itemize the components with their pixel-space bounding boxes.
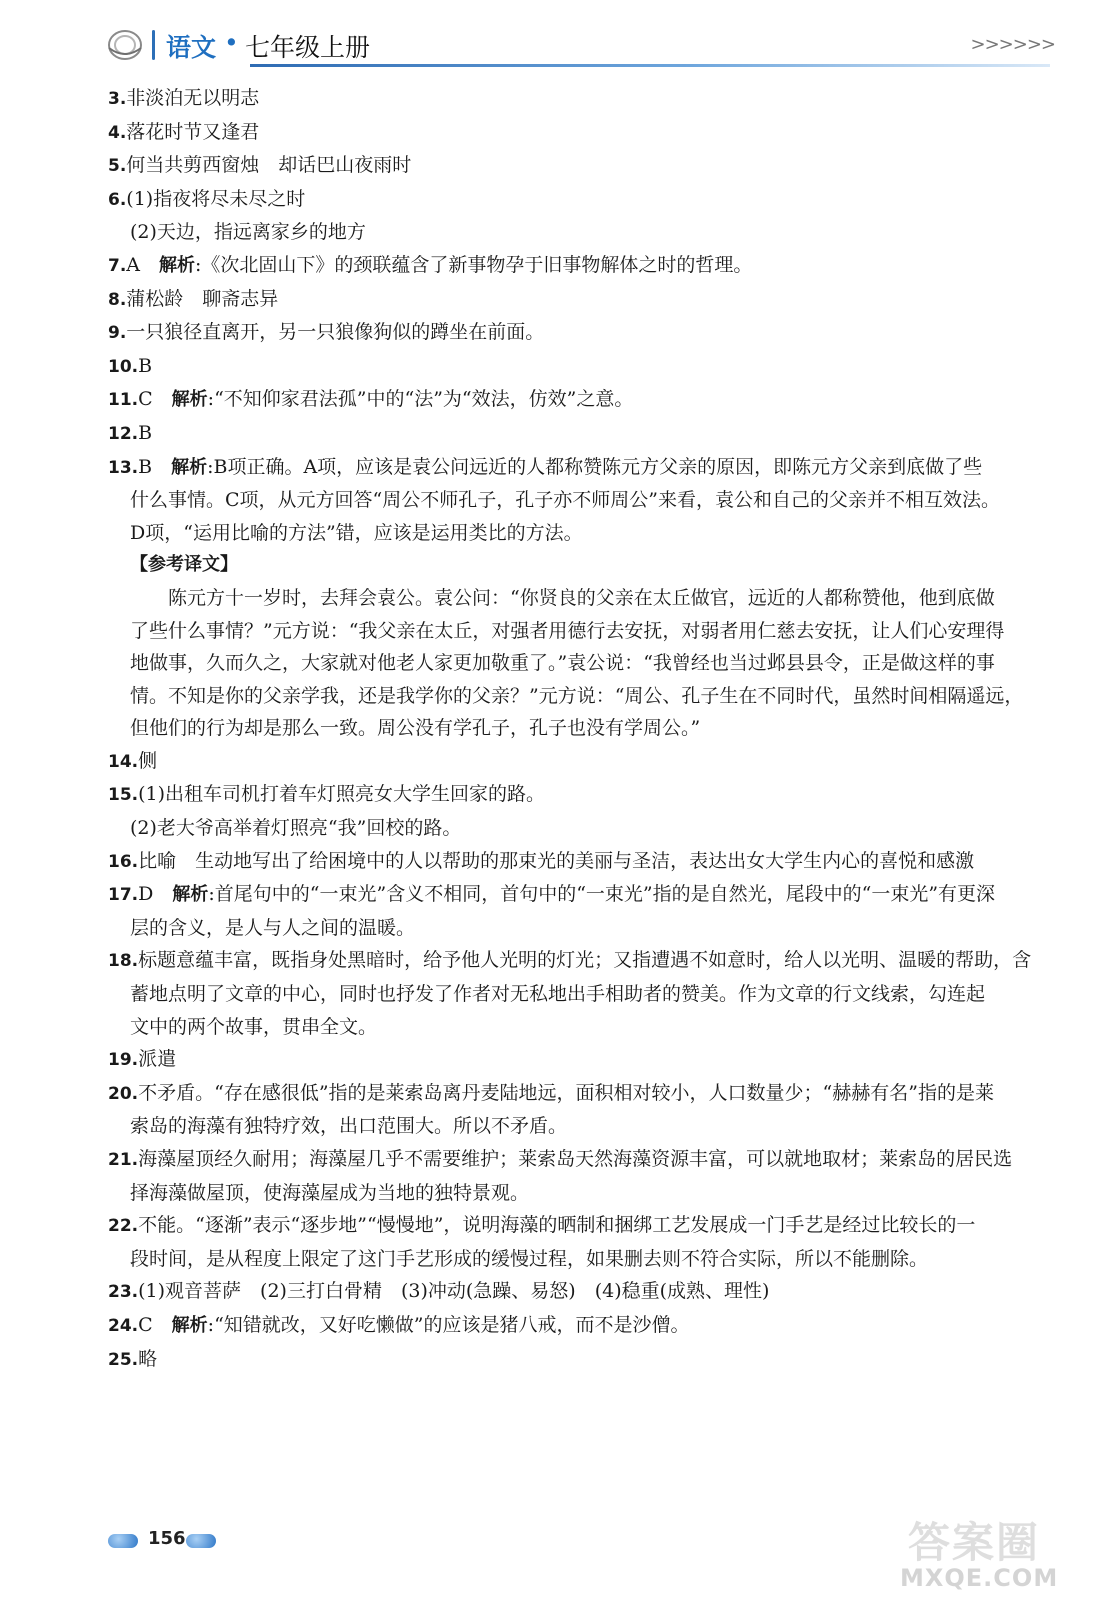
answer-text: 何当共剪西窗烛 却话巴山夜雨时	[126, 154, 412, 177]
page-header	[100, 20, 1075, 70]
answer-text: 非淡泊无以明志	[126, 87, 260, 109]
continuation-text: 什么事情。C项，从元方回答“周公不师孔子，孔子亦不师周公”来看，袁公和自己的父亲并不相互效法。	[130, 489, 1000, 512]
analysis-label: 解析	[171, 389, 208, 411]
answer-text: 落花时节又逢君	[126, 120, 260, 143]
answer-text: A	[126, 253, 160, 276]
continuation-text: 择海藻做屋顶，使海藻屋成为当地的独特景观。	[130, 1181, 530, 1204]
answer-text: B	[138, 455, 172, 478]
answer-line	[108, 549, 1063, 582]
question-number: 15.	[108, 785, 139, 806]
continuation-text: 地做事，久而久之，大家就对他老人家更加敬重了。”袁公说：“我曾经也当过邺县县令，正是做这样的事	[130, 652, 995, 675]
page-footer	[108, 1528, 308, 1558]
right-pill-icon	[186, 1534, 216, 1548]
answer-text: 不矛盾。“存在感很低”指的是莱索岛离丹麦陆地远，面积相对较小，人口数量少；“赫赫有名”指的是莱	[138, 1081, 994, 1104]
header-arrows-icon: >>>>>>	[970, 34, 1055, 55]
question-number: 3.	[108, 89, 127, 109]
question-number: 8.	[108, 289, 127, 310]
continuation-text: D项，“运用比喻的方法”错，应该是运用类比的方法。	[130, 521, 583, 544]
answer-line	[108, 1309, 1063, 1343]
answer-line	[108, 1011, 1063, 1044]
answer-line	[108, 1243, 1063, 1276]
answer-text: (2)天边，指远离家乡的地方	[130, 221, 366, 244]
question-number: 13.	[108, 457, 139, 478]
question-number: 18.	[108, 951, 139, 972]
question-number: 16.	[108, 851, 139, 872]
question-number: 9.	[108, 323, 127, 344]
watermark	[900, 1510, 1100, 1598]
continuation-text: 情。不知是你的父亲学我，还是我学你的父亲？”元方说：“周公、孔子生在不同时代，虽然时间相隔遥远，	[130, 684, 1024, 707]
answer-line	[108, 712, 1063, 745]
analysis-text: :B项正确。A项，应该是袁公问远近的人都称赞陈元方父亲的原因，即陈元方父亲到底做了些	[207, 455, 983, 478]
continuation-text: 层的含义，是人与人之间的温暖。	[130, 916, 416, 939]
answer-text: 比喻 生动地写出了给困境中的人以帮助的那束光的美丽与圣洁，表达出女大学生内心的喜悦和感激	[138, 849, 975, 872]
question-number: 6.	[108, 189, 127, 210]
question-number: 11.	[108, 390, 139, 411]
header-subject: 语文	[166, 33, 217, 62]
answer-line	[108, 878, 1063, 912]
answer-line	[108, 978, 1063, 1011]
page-number: 156	[148, 1528, 186, 1549]
answer-text: 不能。“逐渐”表示“逐步地”“慢慢地”，说明海藻的晒制和捆绑工艺发展成一门手艺是经过比较长的一	[138, 1214, 976, 1237]
answer-text: 派遣	[138, 1048, 177, 1071]
question-number: 22.	[108, 1216, 139, 1237]
answer-line	[108, 249, 1063, 283]
question-number: 14.	[108, 751, 139, 772]
book-logo-icon	[106, 28, 144, 62]
answer-text: D	[138, 883, 173, 906]
answer-text: C	[138, 1313, 172, 1336]
header-separator	[152, 30, 155, 60]
analysis-label: 解析	[171, 456, 208, 478]
analysis-label: 解析	[171, 1314, 208, 1336]
question-number: 4.	[108, 122, 127, 143]
answer-line	[108, 582, 1063, 615]
question-number: 24.	[108, 1315, 139, 1336]
answer-text: (2)老大爷高举着灯照亮“我”回校的路。	[130, 817, 462, 840]
continuation-text: 蓄地点明了文章的中心，同时也抒发了作者对无私地出手相助者的赞美。作为文章的行文线索，勾连起	[130, 983, 986, 1006]
answer-line	[108, 316, 1063, 350]
header-rule	[250, 64, 1050, 67]
reference-heading: 【参考译文】	[130, 554, 238, 576]
answer-line	[108, 183, 1063, 217]
answer-text: 蒲松龄 聊斋志异	[126, 287, 279, 310]
question-number: 7.	[108, 255, 127, 276]
question-number: 17.	[108, 885, 139, 906]
answer-line	[108, 1077, 1063, 1111]
analysis-text: :首尾句中的“一束光”含义不相同，首句中的“一束光”指的是自然光，尾段中的“一束光”有更深	[208, 883, 996, 906]
question-number: 21.	[108, 1150, 139, 1170]
question-number: 25.	[108, 1349, 139, 1370]
answer-line	[108, 216, 1063, 249]
answer-line	[108, 680, 1063, 713]
analysis-text: :“不知仰家君法孤”中的“法”为“效法，仿效”之意。	[207, 388, 634, 411]
answer-line	[108, 451, 1063, 485]
answer-line	[108, 1043, 1063, 1077]
answer-line	[108, 484, 1063, 517]
answer-text: B	[138, 354, 153, 377]
answer-line	[108, 1209, 1063, 1243]
left-pill-icon	[108, 1534, 138, 1548]
continuation-text: 但他们的行为却是那么一致。周公没有学孔子，孔子也没有学周公。”	[130, 717, 701, 740]
answer-line	[108, 944, 1063, 978]
answer-line	[108, 350, 1063, 384]
question-number: 5.	[108, 156, 127, 177]
answer-text: (1)指夜将尽未尽之时	[126, 187, 306, 210]
watermark-url: MXQE.COM	[900, 1564, 1059, 1592]
answer-line	[108, 845, 1063, 879]
analysis-label: 解析	[159, 254, 196, 276]
answer-line	[108, 912, 1063, 945]
answer-line	[108, 1110, 1063, 1143]
answer-line	[108, 1177, 1063, 1210]
watermark-logo-text: 答案圈	[908, 1518, 1041, 1567]
answer-line	[108, 812, 1063, 845]
answer-line	[108, 1143, 1063, 1177]
answer-text: 侧	[138, 749, 158, 772]
answer-line	[108, 383, 1063, 417]
header-title: 七年级上册	[245, 33, 371, 62]
header-dot: •	[224, 28, 239, 57]
answer-line	[108, 149, 1063, 183]
answer-line	[108, 1343, 1063, 1377]
answer-line	[108, 517, 1063, 550]
answer-line	[108, 778, 1063, 812]
answer-text: 海藻屋顶经久耐用；海藻屋几乎不需要维护；莱索岛天然海藻资源丰富，可以就地取材；莱索岛的居民选	[138, 1148, 1013, 1170]
answer-text: B	[138, 421, 153, 444]
answer-line	[108, 417, 1063, 451]
analysis-label: 解析	[172, 884, 209, 906]
continuation-text: 索岛的海藻有独特疗效，出口范围大。所以不矛盾。	[130, 1115, 568, 1138]
continuation-text: 段时间，是从程度上限定了这门手艺形成的缓慢过程，如果删去则不符合实际，所以不能删除。	[130, 1247, 929, 1270]
question-number: 12.	[108, 423, 139, 444]
answer-line	[108, 615, 1063, 648]
analysis-text: :《次北固山下》的颈联蕴含了新事物孕于旧事物解体之时的哲理。	[195, 253, 753, 276]
answer-line	[108, 283, 1063, 317]
answer-line	[108, 116, 1063, 150]
answer-text: 一只狼径直离开，另一只狼像狗似的蹲坐在前面。	[126, 321, 545, 344]
translation-text: 陈元方十一岁时，去拜会袁公。袁公问：“你贤良的父亲在太丘做官，远近的人都称赞他，他到底做	[168, 586, 995, 609]
continuation-text: 文中的两个故事，贯串全文。	[130, 1015, 378, 1038]
question-number: 20.	[108, 1083, 139, 1104]
answer-text: 标题意蕴丰富，既指身处黑暗时，给予他人光明的灯光；又指遭遇不如意时，给人以光明、温暖的帮助，含	[138, 949, 1032, 972]
question-number: 10.	[108, 356, 139, 377]
answer-line	[108, 82, 1063, 116]
answer-content	[108, 82, 1063, 1376]
continuation-text: 了些什么事情？”元方说：“我父亲在太丘，对强者用德行去安抚，对弱者用仁慈去安抚，让人们心安理得	[130, 619, 1005, 642]
answer-text: (1)出租车司机打着车灯照亮女大学生回家的路。	[138, 783, 546, 806]
answer-text: 略	[138, 1347, 158, 1370]
analysis-text: :“知错就改，又好吃懒做”的应该是猪八戒，而不是沙僧。	[207, 1313, 690, 1336]
answer-text: (1)观音菩萨 (2)三打白骨精 (3)冲动(急躁、易怒) (4)稳重(成熟、理性)	[138, 1280, 770, 1303]
answer-line	[108, 647, 1063, 680]
answer-line	[108, 745, 1063, 779]
answer-text: C	[138, 388, 172, 411]
question-number: 23.	[108, 1282, 139, 1303]
answer-line	[108, 1275, 1063, 1309]
question-number: 19.	[108, 1050, 139, 1071]
